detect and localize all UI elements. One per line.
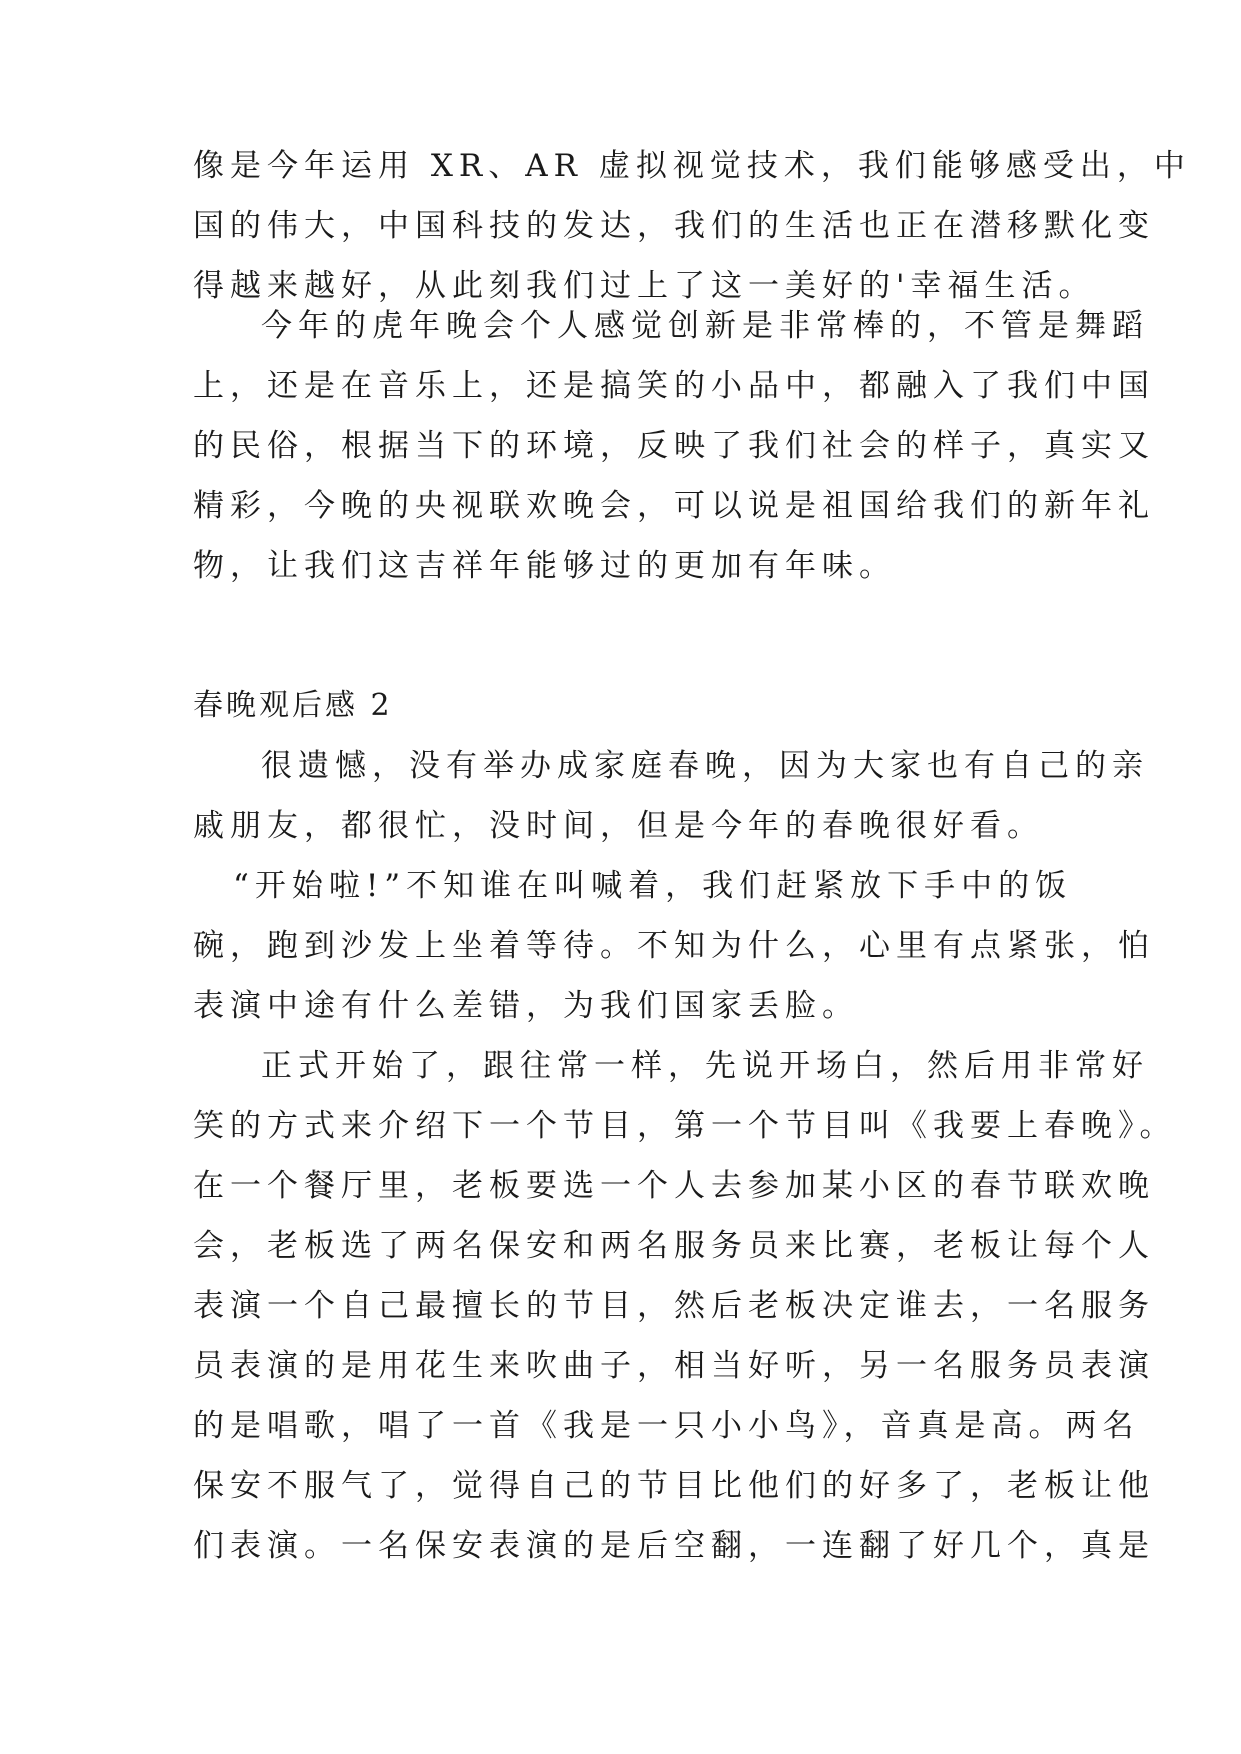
- text-line: 上，还是在音乐上，还是搞笑的小品中，都融入了我们中国: [193, 368, 1155, 404]
- section-title: 春晚观后感 2: [193, 688, 393, 723]
- text-line: 在一个餐厅里，老板要选一个人去参加某小区的春节联欢晚: [193, 1168, 1155, 1204]
- text-line: 表演一个自己最擅长的节目，然后老板决定谁去，一名服务: [193, 1288, 1155, 1324]
- text-line: 国的伟大，中国科技的发达，我们的生活也正在潜移默化变: [193, 208, 1155, 244]
- text-line: 今年的虎年晚会个人感觉创新是非常棒的，不管是舞蹈: [261, 308, 1149, 344]
- text-line: 们表演。一名保安表演的是后空翻，一连翻了好几个，真是: [193, 1528, 1155, 1564]
- paragraph: [193, 736, 1149, 856]
- paragraph: [193, 856, 1155, 1036]
- text-line: 表演中途有什么差错，为我们国家丢脸。: [193, 988, 859, 1024]
- text-line: 会，老板选了两名保安和两名服务员来比赛，老板让每个人: [193, 1228, 1155, 1264]
- text-line: 碗，跑到沙发上坐着等待。不知为什么，心里有点紧张，怕: [193, 928, 1155, 964]
- text-line: 保安不服气了，觉得自己的节目比他们的好多了，老板让他: [193, 1468, 1155, 1504]
- text-line: 物，让我们这吉祥年能够过的更加有年味。: [193, 548, 896, 584]
- text-line: “开始啦!”不知谁在叫喊着，我们赶紧放下手中的饭: [233, 868, 1073, 904]
- section-heading: [193, 676, 1073, 736]
- text-line: 正式开始了，跟往常一样，先说开场白，然后用非常好: [261, 1048, 1149, 1084]
- text-line: 像是今年运用 XR、AR 虚拟视觉技术，我们能够感受出，中: [193, 148, 1191, 184]
- text-line: 的是唱歌，唱了一首《我是一只小小鸟》，音真是高。两名: [193, 1408, 1140, 1444]
- text-line: 很遗憾，没有举办成家庭春晚，因为大家也有自己的亲: [261, 748, 1149, 784]
- paragraph: [193, 1036, 1177, 1576]
- text-line: 的民俗，根据当下的环境，反映了我们社会的样子，真实又: [193, 428, 1155, 464]
- text-line: 笑的方式来介绍下一个节目，第一个节目叫《我要上春晚》。: [193, 1108, 1177, 1144]
- paragraph-continuation: [193, 136, 1191, 316]
- text-line: 得越来越好，从此刻我们过上了这一美好的'幸福生活。: [193, 268, 1096, 304]
- paragraph: [193, 296, 1155, 596]
- text-line: 戚朋友，都很忙，没时间，但是今年的春晚很好看。: [193, 808, 1044, 844]
- text-line: 精彩，今晚的央视联欢晚会，可以说是祖国给我们的新年礼: [193, 488, 1155, 524]
- text-line: 员表演的是用花生来吹曲子，相当好听，另一名服务员表演: [193, 1348, 1155, 1384]
